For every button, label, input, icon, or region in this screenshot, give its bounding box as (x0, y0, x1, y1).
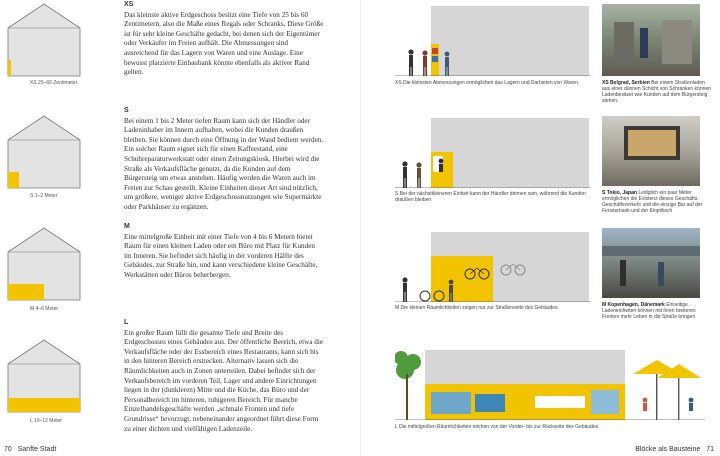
page-number-right: 71 (706, 446, 714, 453)
photo-place: M Kopenhagen, Dänemark (602, 302, 665, 308)
house-diagram-m (6, 226, 82, 308)
photo-caption-xs (602, 80, 712, 104)
page-gutter (360, 0, 361, 456)
illustration-caption-m: M Die kleinen Räumlichkeiten zeigen nur zur Straßenseite des Gebäudes (395, 305, 558, 311)
section-body: Das kleinste aktive Erdgeschoss besitzt eine Tiefe von 25 bis 60 Zentimetern, also die Maße eines Regals oder Schranks. Diese Größe ist für sehr kleine Geschäfte gedacht, bei denen sich der Eigentümer oder Verkäufer im Freien aufhält. Die Abmessungen sind ausreichend für das Lagern von Waren und eine Auslage. Eine bewusst platzierte Einbaubank könnte ebenfalls als aktiver Rand gelten. (124, 10, 324, 77)
section-s (124, 106, 324, 213)
section-body: Eine mittelgroße Einheit mit einer Tiefe von 4 bis 6 Metern bietet Raum für einen kleinen Laden oder ein Büro mit Platz für Kunden im Inneren. Sie befindet sich häufig in der vorderen Hälfte des Gebäudes, zur Straße hin, und kann verschiedene kleine Geschäfte, Werkstätten oder Büros beherbergen. (124, 232, 318, 279)
section-body: Ein großer Raum füllt die gesamte Tiefe und Breite des Erdgeschosses eines Gebäudes aus. Der öffentliche Bereich, etwa die Verkaufsfläche oder der Essbereich eines Restaurants, kann sich bis in den hinteren Bereich erstrecken. Alternativ lassen sich die Räumlichkeiten auch in Zonen unterteilen. Dabei befindet sich der Verkaufsbereich im vorderen Teil, Lager und andere Einrichtungen liegen in der (dunkleren) Mitte und die Küche, das Büro und der Personalbereich im hinteren, ruhigeren Bereich. Für manche Einzelhandelsgeschäfte werden „schmale Fronten und tiefe Grundrisse“ bevorzugt, nebeneinander angeordnet führt diese Form zu einer dichten und vielfältigen Ladenzeile. (124, 328, 324, 433)
active-zone-l (8, 398, 80, 412)
house-diagram-xs (6, 2, 82, 84)
footer-right (635, 446, 714, 453)
page-number-left: 70 (4, 446, 12, 453)
section-heading: L (124, 319, 129, 326)
house-diagram-l (6, 338, 82, 420)
photo-place: S Tokio, Japan (602, 190, 637, 196)
section-l (124, 318, 324, 434)
house-diagram-s (6, 114, 82, 196)
illustration-s (395, 114, 591, 188)
illustration-caption-l: L Die mittelgroßen Räumlichkeiten reichen von der Vorder- bis zur Rückseite des Gebäudes (395, 424, 599, 430)
footer-left (4, 446, 56, 453)
photo-caption-s (602, 190, 712, 214)
active-zone-xs (8, 60, 11, 76)
scale-label-s: S 1–2 Meter (30, 193, 58, 199)
photo-tokyo (602, 116, 700, 186)
photo-belgrade (602, 4, 700, 76)
photo-place: XS Belgrad, Serbien (602, 80, 650, 86)
illustration-l (395, 344, 705, 420)
scale-label-m: M 4–6 Meter (30, 306, 59, 312)
photo-text: Lediglich ein paar Meter ermöglichen die Existenz dieses Geschäfts. Geschäftsverkehr und die einzige Bar auf der Fensterbank und der Kioptitisch (602, 190, 703, 214)
photo-text: Bei einem Straßenladen aus einer dünnen Schicht von Schränken können Ladenbesitzer wie Kunden auf dem Bürgersteig stehen. (602, 80, 711, 104)
scale-label-xs: XS 25–60 Zentimeter (30, 80, 78, 86)
section-heading: S (124, 107, 129, 114)
section-heading: M (124, 223, 130, 230)
running-title-left: Sanfte Stadt (17, 446, 57, 453)
active-zone-s (8, 172, 19, 188)
illustration-caption-s: S Bei der nächstkleineren Einheit kann der Händler drinnen sein, während die Kunden draußen bleiben (395, 191, 586, 203)
running-title-right: Blöcke als Bausteine (635, 446, 701, 453)
section-m (124, 222, 324, 281)
section-heading: XS (124, 1, 134, 8)
illustration-caption-xs: XS Die kleinsten Abmessungen ermöglichen das Lagern und Darbieten von Waren (395, 80, 578, 86)
illustration-m (395, 226, 591, 302)
active-zone-m (8, 284, 44, 300)
photo-text: Einseitige Ladeneinheiten können mit ihren breiteren Fronten mehr Leben in die Straße bringen (602, 302, 696, 320)
photo-copenhagen (602, 228, 700, 298)
photo-caption-m (602, 302, 712, 320)
scale-label-l: L 10–12 Meter (30, 418, 63, 424)
illustration-xs (395, 4, 591, 76)
section-body: Bei einem 1 bis 2 Meter tiefen Raum kann sich der Händler oder Ladeninhaber im Innern aufhalten, wobei die Kunden draußen bleiben. Sie können durch eine Öffnung in der Wand bedient werden. Ein solcher Raum eignet sich für einen Kaffeestand, eine Schuhreparaturwerkstatt oder einen Zeitungskiosk. Hierbei wird die Straße als Verkaufsfläche genutzt, da die Kunden auf dem Bürgersteig um etwas anstehen. Häufig werden die Waren auch im Freien zur Schau gestellt. Kleine Einheiten dieser Art sind nützlich, um größere, weniger aktive Erdgeschossnutzungen wie Supermärkte oder Parkhäuser zu ergänzen. (124, 116, 324, 211)
section-xs (124, 0, 324, 78)
